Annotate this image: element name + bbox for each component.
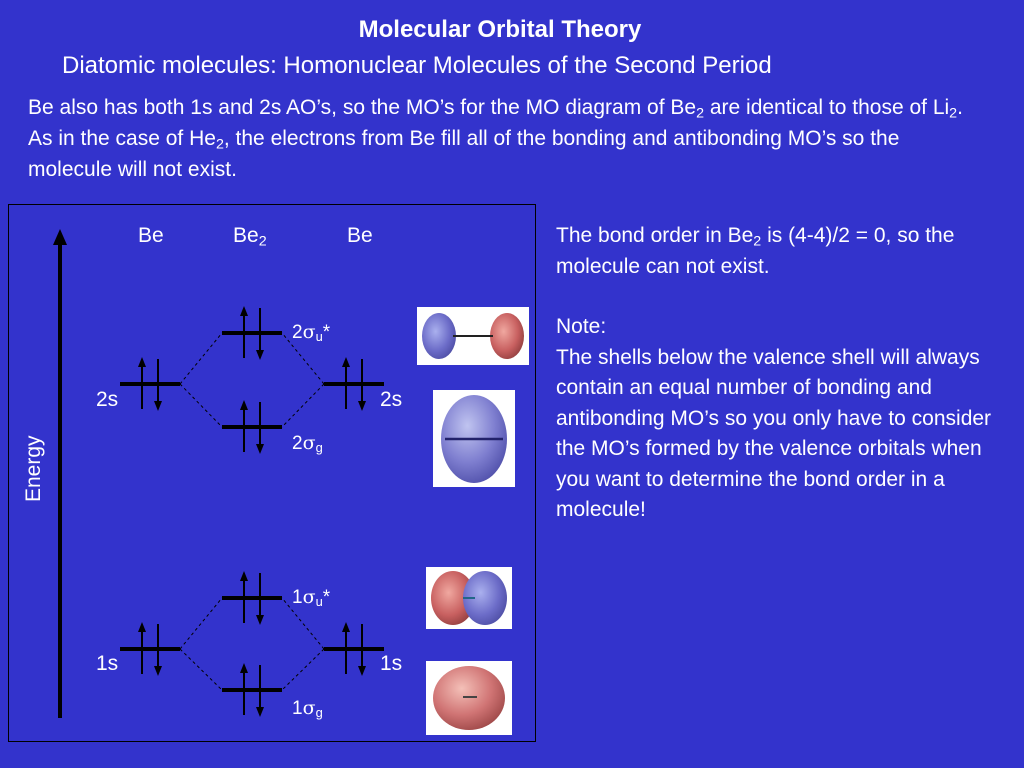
ao-2s-left-label: 2s	[96, 388, 119, 411]
intro-paragraph: Be also has both 1s and 2s AO’s, so the MO’s for the MO diagram of $Be_2$ are identical to those of $Li_2$. As in the case of $He_2$, the electrons from Be fill all of the bonding and antibonding MO’s so the molecule will not exist.	[28, 96, 963, 181]
orbital-image-2sigma-u-star	[417, 307, 529, 365]
orbital-image-1sigma-u-star	[426, 567, 512, 629]
mo-label-1sigma-g: $1\sigma_g$	[292, 697, 323, 721]
bond-order-statement: The bond order in $Be_2$ is (4-4)/2 = 0, so the molecule can not exist.	[556, 224, 955, 278]
ao-1s-left-label: 1s	[96, 652, 119, 675]
notes-text	[556, 221, 1006, 526]
mo-label-2sigma-u-star: $2\sigma_u*$	[292, 321, 331, 345]
orbital-image-2sigma-g	[433, 390, 515, 487]
energy-axis-label: Energy	[22, 435, 45, 502]
left-atom-label: Be	[138, 224, 164, 247]
orbital-image-1sigma-g	[426, 661, 512, 735]
mo-label-2sigma-g: $2\sigma_g$	[292, 432, 323, 456]
slide-subtitle: Diatomic molecules: Homonuclear Molecules of the Second Period	[62, 52, 772, 79]
mo-label-1sigma-u-star: $1\sigma_u*$	[292, 586, 331, 610]
right-atom-label: Be	[347, 224, 373, 247]
note-body: The shells below the valence shell will always contain an equal number of bonding and antibonding MO’s so you only have to consider the MO’s formed by the valence orbitals when you want to determine the bond order in a molecule!	[556, 345, 992, 521]
note-heading: Note:	[556, 315, 607, 338]
ao-1s-right-label: 1s	[380, 652, 403, 675]
molecule-label: $Be_2$	[233, 224, 267, 250]
slide-title: Molecular Orbital Theory	[358, 16, 642, 43]
ao-2s-right-label: 2s	[380, 388, 403, 411]
